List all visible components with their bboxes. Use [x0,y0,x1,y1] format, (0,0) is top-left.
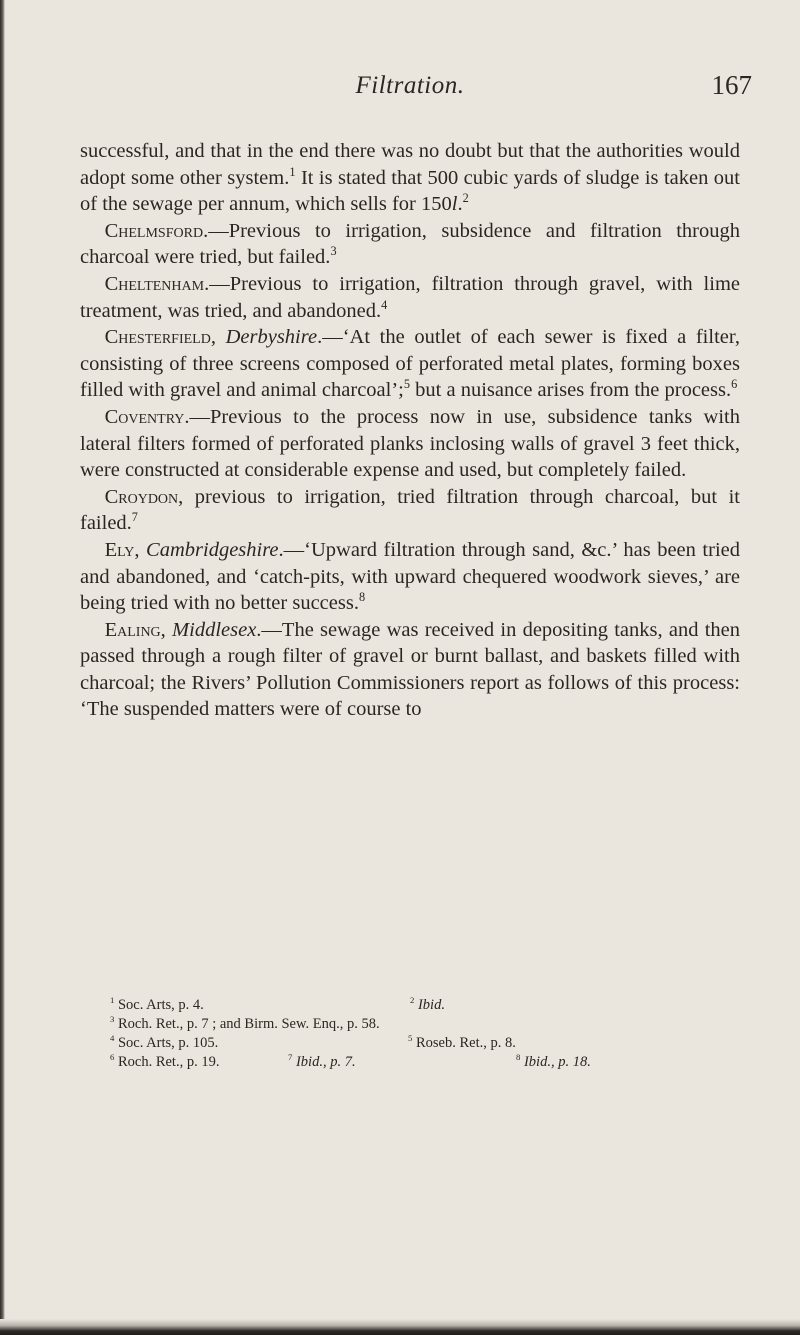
paragraph-chelmsford: Chelmsford.—Previous to irrigation, subsidence and filtration through charcoal were tried, but failed.$^3$ [80,219,740,269]
footnote-ref: 7 [131,510,138,525]
place-name: Croydon [104,485,179,508]
footnote-7: $^7$ Ibid., p. 7. [288,1052,356,1070]
footnote-ref: 3 [330,244,337,259]
place-name: Ely [104,538,135,561]
footnote-row [110,1053,670,1072]
place-name: Chesterfield [104,326,211,349]
paragraph-chesterfield: Chesterfield, Derbyshire.—‘At the outlet of each sewer is fixed a filter, consisting of three screens composed of perforated metal plates, forming boxes filled with gravel and animal charcoal’;$^5$ but a nuisance arises from the process.$^6$ [80,326,740,402]
page-number: 167 [711,70,752,100]
footnote-ref: 5 [403,377,411,392]
body-text [80,138,740,723]
county-name: Cambridgeshire [146,538,279,561]
running-title: Filtration. [355,72,465,99]
paragraph-coventry: Coventry.—Previous to the process now in use, subsidence tanks with lateral filters formed of perforated planks inclosing walls of gravel 3 feet thick, were constructed at considerable expense and used, but completely failed. [80,405,740,482]
page-bottom-edge [0,1319,800,1335]
footnote-8: $^8$ Ibid., p. 18. [516,1052,591,1070]
paragraph-ealing: Ealing, Middlesex.—The sewage was received in depositing tanks, and then passed through a rough filter of gravel or burnt ballast, and baskets filled with charcoal; the Rivers’ Pollution Commissioners report as follows of this process: ‘The suspended matters were of course to [80,618,741,721]
footnote-4: $^4$ Soc. Arts, p. 105. [110,1033,219,1051]
place-name: Cheltenham [104,272,205,295]
footnote-2: $^2$ Ibid. [410,995,445,1013]
footnote-row [110,1015,670,1034]
page-left-edge [0,0,5,1335]
footnote-1: $^1$ Soc. Arts, p. 4. [110,995,204,1013]
place-name: Ealing [104,618,161,641]
footnote-ref: 8 [358,590,366,605]
county-name: Derbyshire [225,326,318,349]
footnote-3: $^3$ Roch. Ret., p. 7 ; and Birm. Sew. Enq., p. 58. [110,1014,380,1032]
paragraph-cheltenham: Cheltenham.—Previous to irrigation, filtration through gravel, with lime treatment, was tried, and abandoned.$^4$ [80,272,740,322]
running-header [80,70,752,110]
footnote-ref: 1 [289,164,296,179]
place-name: Coventry [104,405,185,428]
paragraph-croydon: Croydon, previous to irrigation, tried filtration through charcoal, but it failed.$^7$ [80,485,740,535]
county-name: Middlesex [172,618,257,641]
footnote-ref: 2 [462,191,469,206]
footnote-5: $^5$ Roseb. Ret., p. 8. [408,1033,516,1051]
footnotes [110,996,670,1072]
footnote-row [110,996,670,1015]
paragraph-continuation: successful, and that in the end there was no doubt but that the authorities would adopt some other system.$^1$ It is stated that 500 cubic yards of sludge is taken out of the sewage per annum, which sells for 150l.$^2$ [80,140,740,216]
footnote-ref: 4 [381,297,388,312]
place-name: Chelmsford [104,219,204,242]
footnote-6: $^6$ Roch. Ret., p. 19. [110,1052,220,1070]
footnote-row [110,1034,670,1053]
paragraph-ely: Ely, Cambridgeshire.—‘Upward filtration through sand, &c.’ has been tried and abandoned, and ‘catch-pits, with upward chequered woodwork sieves,’ are being tried with no better success.$^8$ [80,538,740,615]
footnote-ref: 6 [731,377,738,392]
